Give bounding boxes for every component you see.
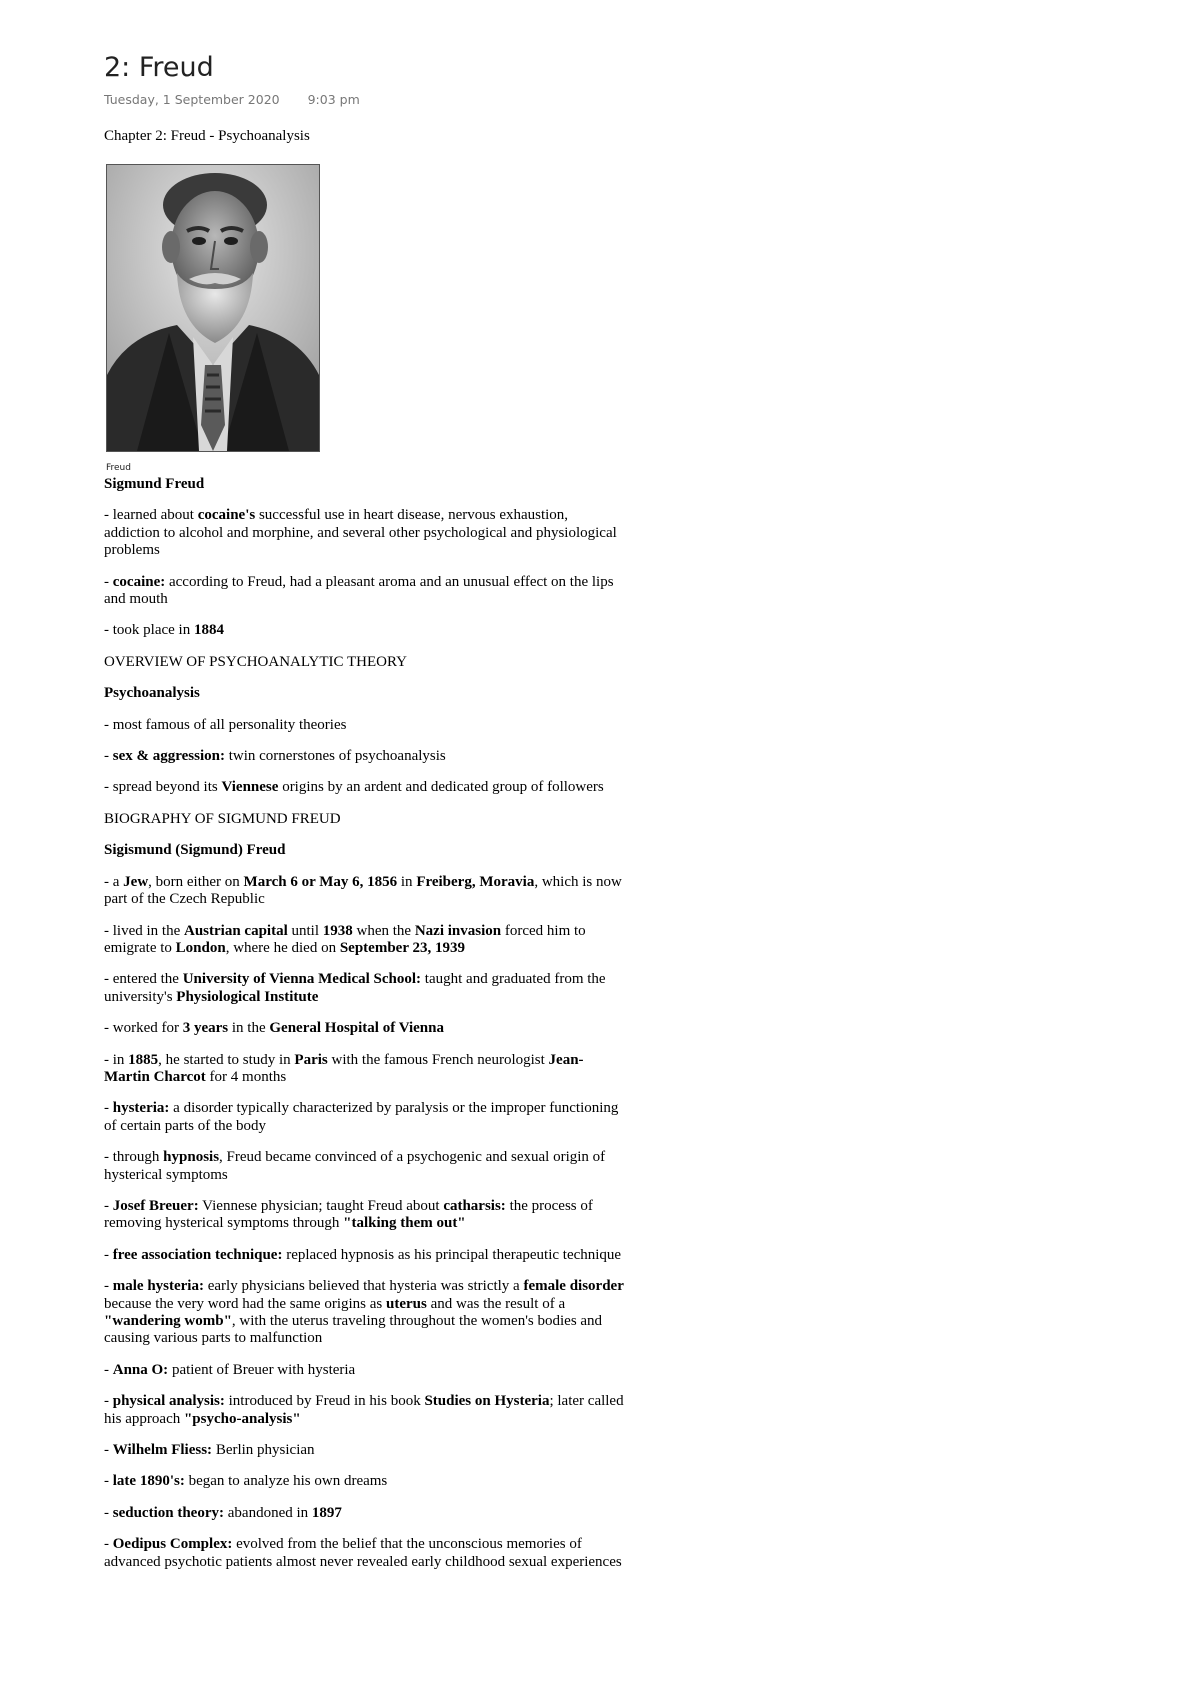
bold-text: Studies on Hysteria	[424, 1393, 550, 1410]
freud-portrait-image	[106, 164, 320, 452]
bold-text: "wandering womb"	[104, 1313, 232, 1329]
text-run: according to Freud, had a pleasant aroma and an unusual effect on the lips and mouth	[104, 573, 614, 608]
bold-text: London	[175, 939, 226, 956]
text-run: , he started to study in	[158, 1051, 295, 1068]
text-run: -	[104, 1278, 113, 1295]
note-paragraph	[104, 779, 624, 796]
text-run: - worked for	[104, 1020, 183, 1037]
bold-text: Freiberg, Moravia	[416, 873, 535, 890]
text-run: because the very word had the same origins as	[104, 1295, 386, 1312]
text-run: - a	[104, 873, 124, 890]
text-run: - most famous of all personality theories	[104, 716, 347, 733]
text-run: , with the uterus traveling throughout the women's bodies and causing various parts to malfunction	[104, 1313, 603, 1347]
note-paragraph	[104, 1247, 624, 1264]
text-run: replaced hypnosis as his principal therapeutic technique	[282, 1246, 622, 1263]
text-run: introduced by Freud in his book	[224, 1393, 425, 1410]
text-run: early physicians believed that hysteria was strictly a	[203, 1278, 524, 1295]
text-run: BIOGRAPHY OF SIGMUND FREUD	[104, 810, 341, 827]
bold-text: Nazi invasion	[414, 922, 502, 939]
note-paragraph	[104, 923, 624, 958]
bold-text: "talking them out"	[343, 1215, 466, 1232]
note-paragraph	[104, 1393, 624, 1428]
chapter-heading: Chapter 2: Freud - Psychoanalysis	[104, 128, 310, 144]
bold-text: Oedipus Complex:	[112, 1536, 233, 1553]
note-paragraph	[104, 874, 624, 909]
bold-text: uterus	[386, 1295, 427, 1312]
text-run: , which is now part of the Czech Republic	[104, 873, 622, 908]
text-run: origins by an ardent and dedicated group of followers	[278, 779, 604, 796]
text-run: -	[104, 1473, 113, 1490]
bold-text: Sigmund Freud	[104, 476, 205, 492]
note-paragraph	[104, 685, 624, 702]
bold-text: Sigismund (Sigmund) Freud	[104, 842, 286, 859]
text-run: -	[104, 1442, 113, 1459]
text-run: - entered the	[104, 971, 183, 988]
bold-text: free association technique:	[112, 1246, 283, 1263]
text-run: -	[104, 1197, 113, 1214]
bold-text: cocaine:	[112, 573, 166, 590]
note-paragraph	[104, 717, 624, 734]
note-paragraph	[104, 622, 624, 639]
image-caption: Freud	[106, 463, 131, 473]
text-run: Berlin physician	[212, 1442, 315, 1459]
note-paragraph	[104, 1442, 624, 1459]
bold-text: University of Vienna Medical School:	[182, 971, 422, 988]
bold-text: hypnosis	[163, 1149, 220, 1166]
note-paragraph	[104, 842, 624, 859]
text-run: -	[104, 1246, 113, 1263]
text-run: for 4 months	[205, 1068, 287, 1085]
text-run: , where he died on	[225, 939, 340, 956]
text-run: -	[104, 1393, 113, 1410]
text-run: patient of Breuer with hysteria	[168, 1361, 356, 1378]
note-paragraph	[104, 971, 624, 1006]
note-content	[104, 476, 624, 1585]
note-paragraph	[104, 476, 624, 493]
bold-text: Anna O:	[112, 1361, 169, 1378]
text-run: evolved from the belief that the unconscious memories of advanced psychotic patients almost never revealed early childhood sexual experiences	[104, 1536, 622, 1570]
text-run: until	[287, 922, 323, 939]
note-paragraph	[104, 1020, 624, 1037]
note-paragraph	[104, 1536, 624, 1571]
text-run: the process of removing hysterical symptoms through	[104, 1197, 593, 1232]
note-time: 9:03 pm	[307, 92, 360, 107]
text-run: abandoned in	[224, 1504, 312, 1521]
bold-text: Jean-Martin Charcot	[104, 1051, 584, 1085]
note-paragraph	[104, 1198, 624, 1233]
text-run: in	[397, 873, 417, 890]
bold-text: Psychoanalysis	[104, 685, 200, 702]
text-run: - took place in	[104, 622, 194, 639]
bold-text: Austrian capital	[183, 922, 288, 939]
bold-text: Paris	[294, 1051, 328, 1068]
text-run: successful use in heart disease, nervous exhaustion, addiction to alcohol and morphine, and several other psychological and physiological problems	[104, 507, 617, 559]
bold-text: seduction theory:	[112, 1504, 224, 1521]
text-run: - learned about	[104, 507, 198, 524]
text-run: forced him to emigrate to	[104, 922, 586, 956]
text-run: taught and graduated from the university's	[104, 971, 606, 1005]
note-paragraph	[104, 1473, 624, 1490]
bold-text: late 1890's:	[112, 1473, 185, 1490]
bold-text: March 6 or May 6, 1856	[243, 873, 398, 890]
page-title: 2: Freud	[104, 52, 214, 83]
note-paragraph	[104, 1505, 624, 1522]
bold-text: male hysteria:	[112, 1278, 204, 1295]
text-run: Viennese physician; taught Freud about	[198, 1197, 444, 1214]
bold-text: Physiological Institute	[176, 988, 319, 1005]
note-paragraph	[104, 654, 624, 671]
text-run: , Freud became convinced of a psychogenic and sexual origin of hysterical symptoms	[104, 1149, 606, 1183]
bold-text: 3 years	[182, 1020, 229, 1037]
text-run: -	[104, 573, 113, 590]
text-run: twin cornerstones of psychoanalysis	[224, 748, 446, 765]
text-run: -	[104, 1504, 113, 1521]
note-meta	[104, 92, 360, 107]
text-run: in the	[228, 1020, 270, 1037]
text-run: a disorder typically characterized by paralysis or the improper functioning of certain parts of the body	[104, 1100, 619, 1134]
text-run: - spread beyond its	[104, 779, 222, 796]
bold-text: Josef Breuer:	[112, 1197, 199, 1214]
bold-text: cocaine's	[197, 507, 256, 524]
bold-text: 1938	[322, 922, 353, 939]
text-run: began to analyze his own dreams	[184, 1473, 388, 1490]
note-paragraph	[104, 574, 624, 609]
text-run: when the	[352, 922, 415, 939]
note-paragraph	[104, 811, 624, 828]
bold-text: catharsis:	[443, 1197, 506, 1214]
note-paragraph	[104, 1100, 624, 1135]
note-paragraph	[104, 1278, 624, 1348]
bold-text: Viennese	[221, 779, 279, 796]
note-paragraph	[104, 1149, 624, 1184]
note-paragraph	[104, 748, 624, 765]
note-paragraph	[104, 1362, 624, 1379]
bold-text: "psycho-analysis"	[183, 1410, 301, 1427]
bold-text: September 23, 1939	[339, 939, 465, 956]
bold-text: sex & aggression:	[112, 748, 225, 765]
text-run: OVERVIEW OF PSYCHOANALYTIC THEORY	[104, 653, 408, 670]
note-paragraph	[104, 1052, 624, 1087]
text-run: -	[104, 1100, 113, 1117]
bold-text: 1897	[311, 1504, 342, 1521]
bold-text: General Hospital of Vienna	[269, 1020, 444, 1037]
bold-text: Jew	[123, 873, 149, 890]
text-run: -	[104, 748, 113, 765]
bold-text: hysteria:	[112, 1100, 170, 1117]
text-run: -	[104, 1536, 113, 1553]
text-run: with the famous French neurologist	[327, 1051, 549, 1068]
text-run: and was the result of a	[426, 1295, 566, 1312]
bold-text: 1884	[193, 622, 224, 639]
bold-text: 1885	[128, 1051, 159, 1068]
bold-text: female disorder	[523, 1278, 624, 1295]
text-run: ; later called his approach	[104, 1393, 624, 1427]
text-run: , born either on	[148, 873, 244, 890]
note-paragraph	[104, 507, 624, 559]
bold-text: Wilhelm Fliess:	[112, 1442, 213, 1459]
text-run: - lived in the	[104, 922, 184, 939]
note-date: Tuesday, 1 September 2020	[104, 92, 280, 107]
text-run: - through	[104, 1149, 164, 1166]
text-run: -	[104, 1361, 113, 1378]
text-run: - in	[104, 1051, 129, 1068]
bold-text: physical analysis:	[112, 1393, 225, 1410]
